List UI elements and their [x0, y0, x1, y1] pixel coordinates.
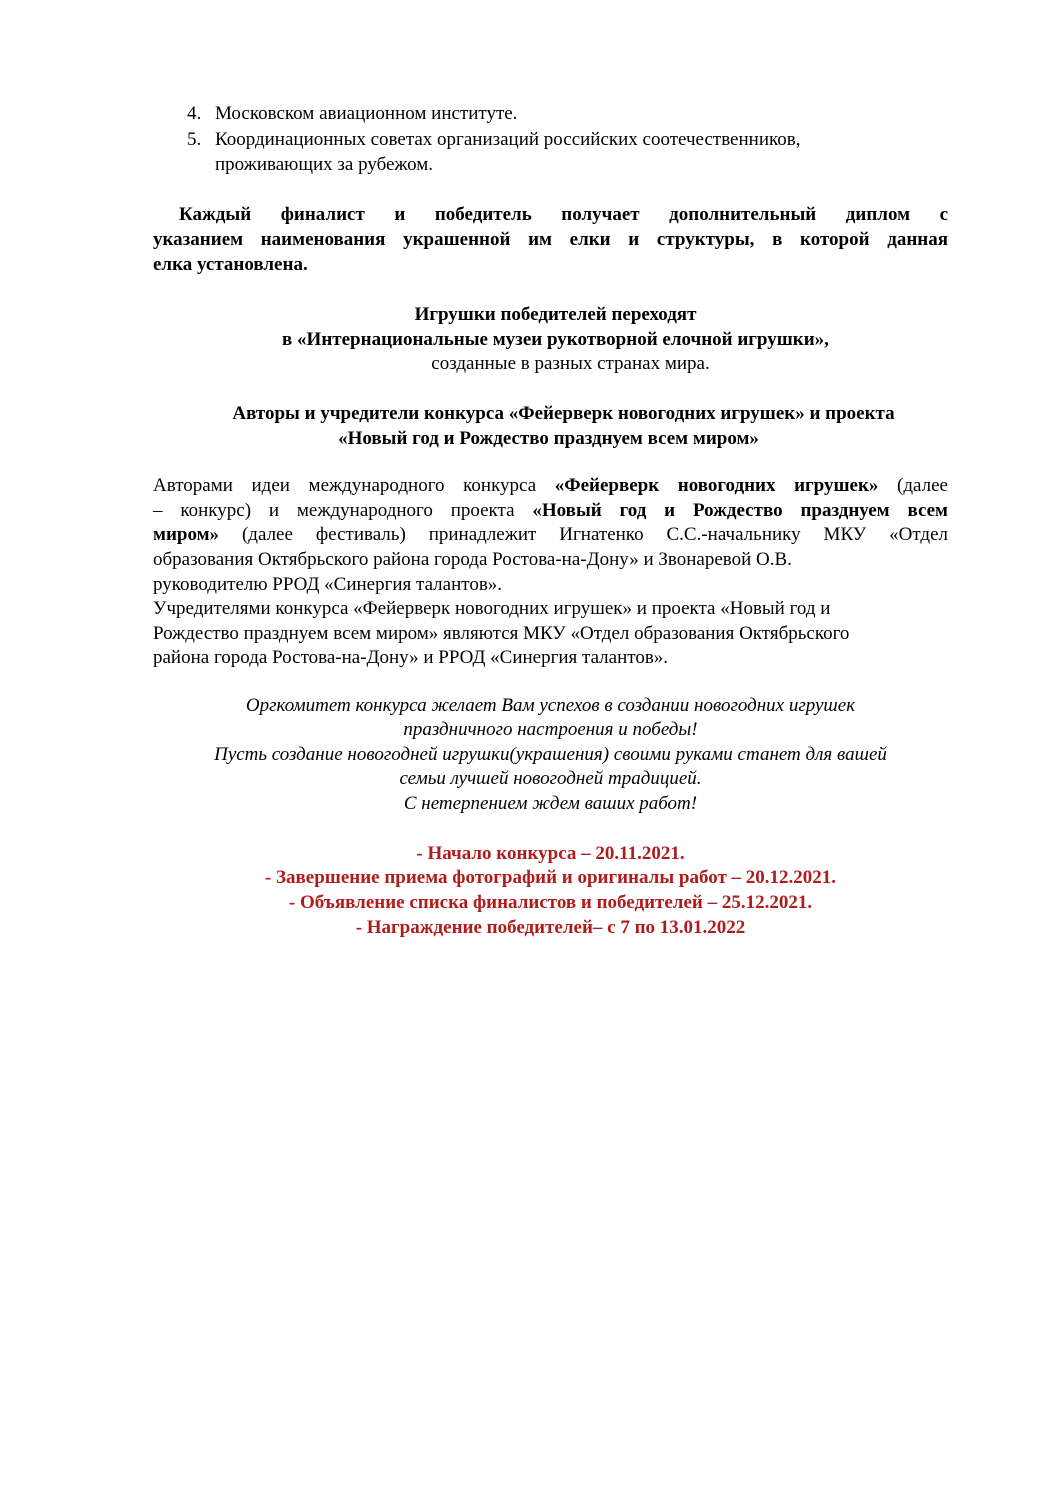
text-run: (далее фестиваль) принадлежит Игнатенко С.С.-начальнику МКУ «Отдел	[219, 524, 948, 545]
list-item-4	[187, 102, 517, 126]
list-item-5-continuation: проживающих за рубежом.	[215, 154, 433, 175]
date-submission-end: - Завершение приема фотографий и оригиналы работ – 20.12.2021.	[264, 867, 837, 888]
authors-line-2	[153, 499, 948, 523]
text-run: – конкурс) и международного проекта	[153, 500, 533, 521]
authors-heading-line-2: «Новый год и Рождество празднуем всем миром»	[338, 428, 759, 449]
founders-line-2: Рождество празднуем всем миром» являются МКУ «Отдел образования Октябрьского	[153, 623, 850, 644]
date-contest-start: - Начало конкурса – 20.11.2021.	[416, 843, 685, 864]
finalist-line-1: Каждый финалист и победитель получает дополнительный диплом с	[179, 204, 948, 225]
authors-line-1	[153, 474, 948, 498]
wishes-line-5: С нетерпением ждем ваших работ!	[403, 793, 698, 814]
founders-line-3: района города Ростова-на-Дону» и РРОД «Синергия талантов».	[153, 647, 669, 668]
list-number: 5.	[187, 129, 202, 150]
wishes-line-2: праздничного настроения и победы!	[403, 719, 698, 740]
museum-line-3: созданные в разных странах мира.	[431, 353, 710, 374]
list-text: Московском авиационном институте.	[215, 103, 518, 124]
wishes-line-1: Оргкомитет конкурса желает Вам успехов в создании новогодних игрушек	[245, 695, 856, 716]
finalist-line-2: указанием наименования украшенной им елки и структуры, в которой данная	[153, 229, 948, 250]
text-run: Авторами идеи международного конкурса	[153, 475, 555, 496]
authors-heading-line-1: Авторы и учредители конкурса «Фейерверк новогодних игрушек» и проекта	[232, 403, 895, 424]
authors-line-5: руководителю РРОД «Синергия талантов».	[153, 574, 503, 595]
date-finalists-announcement: - Объявление списка финалистов и победителей – 25.12.2021.	[288, 892, 813, 913]
authors-line-4: образования Октябрьского района города Ростова-на-Дону» и Звонаревой О.В.	[153, 549, 792, 570]
contest-name: «Фейерверк новогодних игрушек»	[554, 475, 879, 496]
museum-line-1: Игрушки победителей переходят	[414, 304, 697, 325]
list-number: 4.	[187, 103, 202, 124]
project-name: миром»	[153, 524, 220, 545]
museum-line-2: в «Интернациональные музеи рукотворной елочной игрушки»,	[282, 329, 829, 350]
authors-line-3	[153, 523, 948, 547]
wishes-line-3: Пусть создание новогодней игрушки(украшения) своими руками станет для вашей	[214, 744, 887, 765]
list-item-5	[187, 128, 800, 152]
text-run: (далее	[878, 475, 948, 496]
project-name: «Новый год и Рождество празднуем всем	[532, 500, 948, 521]
wishes-line-4: семьи лучшей новогодней традицией.	[399, 768, 702, 789]
founders-line-1: Учредителями конкурса «Фейерверк новогодних игрушек» и проекта «Новый год и	[153, 598, 831, 619]
list-text: Координационных советах организаций российских соотечественников,	[215, 129, 801, 150]
finalist-line-3: елка установлена.	[153, 254, 308, 275]
date-awards: - Награждение победителей– с 7 по 13.01.2022	[355, 917, 746, 938]
